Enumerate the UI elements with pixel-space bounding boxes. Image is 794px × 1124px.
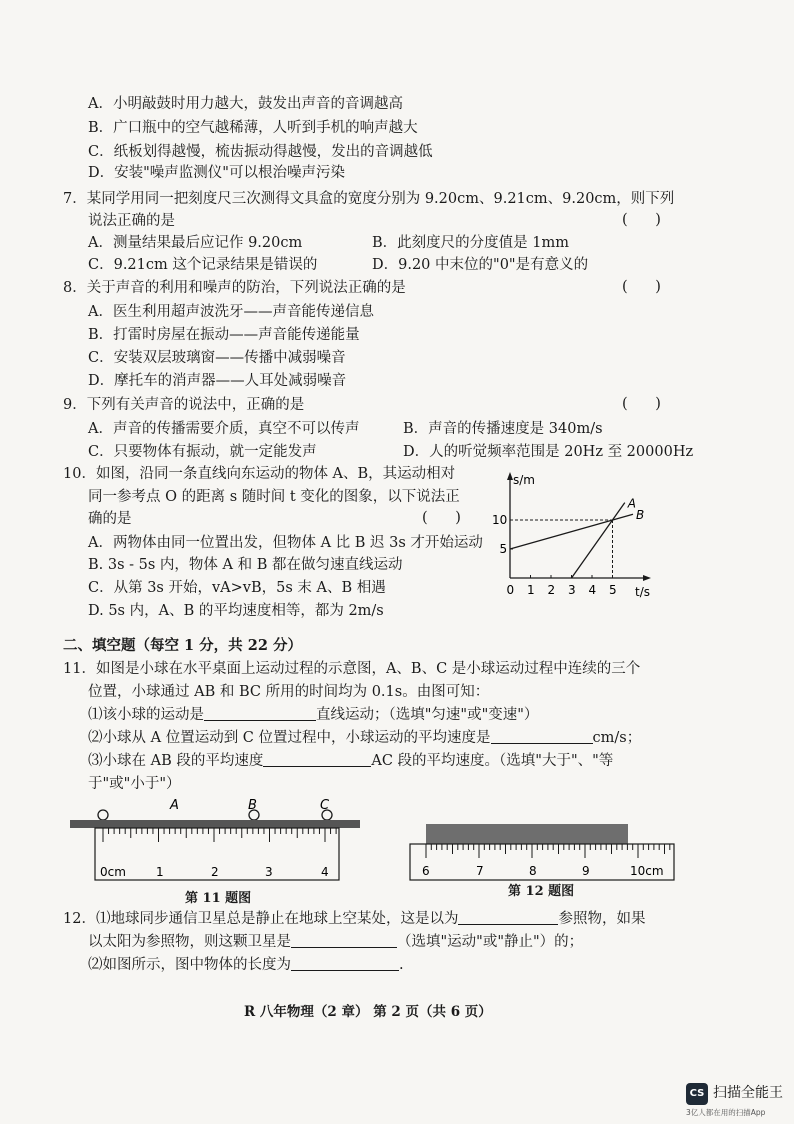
q12-part1-line2-pre: 以太阳为参照物，则这颗卫星是 (88, 934, 291, 950)
q11-blank-1[interactable] (204, 706, 316, 721)
q8-option-b: B．打雷时房屋在振动——声音能传递能量 (88, 327, 360, 343)
q11-part1 (88, 706, 538, 724)
q10-option-a: A．两物体由同一位置出发，但物体 A 比 B 迟 3s 才开始运动 (88, 535, 483, 551)
x-tick-label-5: 5 (609, 583, 617, 597)
q10-stem-line3: 确的是 (88, 511, 132, 527)
ruler-label-2: 2 (211, 865, 219, 879)
x-tick-label-3: 3 (568, 583, 576, 597)
q11-blank-3[interactable] (263, 752, 371, 767)
q9-option-a: A．声音的传播需要介质，真空不可以传声 (88, 421, 360, 437)
ruler-label-3: 3 (265, 865, 273, 879)
q11-part1-pre: ⑴该小球的运动是 (88, 707, 204, 723)
q6-option-c: C．纸板划得越慢，梳齿振动得越慢，发出的音调越低 (88, 144, 433, 160)
page-footer: R 八年物理（2 章） 第 2 页（共 6 页） (244, 1004, 492, 1020)
series-label-b: B (636, 508, 645, 523)
q11-line1: 11．如图是小球在水平桌面上运动过程的示意图，A、B、C 是小球运动过程中连续的三个 (63, 661, 641, 677)
figure-11-caption: 第 11 题图 (185, 891, 252, 906)
q11-part3 (88, 752, 613, 770)
x-axis-arrow (643, 575, 651, 581)
y-tick-label-5: 5 (499, 542, 508, 556)
q6-option-b: B．广口瓶中的空气越稀薄，人听到手机的响声越大 (88, 120, 418, 136)
q7-stem-line1: 7．某同学用同一把刻度尺三次测得文具盒的宽度分别为 9.20cm、9.21cm、9.20cm，则下列 (63, 191, 675, 207)
x-tick-label-4: 4 (588, 583, 597, 597)
series-label-a: A (627, 496, 637, 511)
measured-object (426, 824, 628, 844)
q8-option-a: A．医生利用超声波洗牙——声音能传递信息 (88, 304, 374, 320)
q7-option-d: D．9.20 中末位的"0"是有意义的 (372, 257, 589, 273)
q9-stem: 9．下列有关声音的说法中，正确的是 (63, 397, 305, 413)
q11-part3-pre: ⑶小球在 AB 段的平均速度 (88, 753, 264, 769)
x-tick-label-1: 1 (527, 583, 535, 597)
table-surface (70, 820, 360, 828)
q10-option-b: B. 3s - 5s 内，物体 A 和 B 都在做匀速直线运动 (88, 557, 403, 573)
figure-12-ruler (408, 823, 678, 883)
y-axis-label: s/m (513, 473, 535, 487)
q12-part1-post: 参照物，如果 (558, 911, 646, 927)
q6-option-a: A．小明敲鼓时用力越大，鼓发出声音的音调越高 (88, 96, 403, 112)
q11-part2-pre: ⑵小球从 A 位置运动到 C 位置过程中，小球运动的平均速度是 (88, 730, 491, 746)
q7-stem-line2: 说法正确的是 (88, 213, 175, 229)
x-tick-label-2: 2 (547, 583, 556, 597)
ruler12-label-9: 9 (582, 864, 590, 878)
q8-option-c: C．安装双层玻璃窗——传播中减弱噪音 (88, 350, 346, 366)
q10-option-c: C．从第 3s 开始，vA>vB，5s 末 A、B 相遇 (88, 580, 386, 596)
ball-label-a: A (170, 798, 179, 813)
ball-label-c: C (320, 798, 330, 813)
camscanner-name: 扫描全能王 (713, 1085, 783, 1101)
q9-option-d: D．人的听觉频率范围是 20Hz 至 20000Hz (403, 444, 694, 460)
q8-option-d: D．摩托车的消声器——人耳处减弱噪音 (88, 373, 347, 389)
q10-answer-bracket: ( ) (422, 510, 461, 526)
q12-part2 (88, 956, 404, 974)
q11-line2: 位置，小球通过 AB 和 BC 所用的时间均为 0.1s。由图可知： (88, 684, 490, 700)
q12-part1 (63, 910, 645, 928)
q11-part2-post: cm/s； (592, 730, 642, 746)
camscanner-logo: CS (686, 1083, 708, 1105)
ruler12-label-7: 7 (476, 864, 484, 878)
figure-12-caption: 第 12 题图 (508, 884, 575, 899)
q11-part3-post: AC 段的平均速度。（选填"大于"、"等 (371, 753, 614, 769)
q12-part1-line2-post: （选填"运动"或"静止"）的； (397, 934, 584, 950)
q10-st-graph (480, 470, 690, 620)
q12-part1-line2 (88, 933, 583, 951)
q12-part2-post: . (399, 957, 404, 973)
q11-blank-2[interactable] (491, 729, 593, 744)
ruler12-label-10cm: 10cm (630, 864, 664, 878)
camscanner-slogan: 3亿人都在用的扫描App (686, 1108, 766, 1117)
q7-option-a: A．测量结果最后应记作 9.20cm (88, 235, 303, 251)
q11-part3-line2: 于"或"小于"） (88, 776, 181, 792)
q8-answer-bracket: ( ) (622, 279, 661, 295)
ruler-label-4: 4 (321, 865, 329, 879)
q10-stem-line2: 同一参考点 O 的距离 s 随时间 t 变化的图象，以下说法正 (88, 489, 460, 505)
q9-option-c: C．只要物体有振动，就一定能发声 (88, 444, 317, 460)
y-tick-label-10: 10 (492, 513, 508, 527)
series-line-b (510, 514, 633, 549)
section-fill-in-title: 二、填空题（每空 1 分，共 22 分） (63, 637, 302, 654)
ruler12-label-8: 8 (529, 864, 537, 878)
q7-answer-bracket: ( ) (622, 212, 661, 228)
q6-option-d: D．安装"噪声监测仪"可以根治噪声污染 (88, 165, 345, 181)
q9-answer-bracket: ( ) (622, 396, 661, 412)
q7-option-b: B．此刻度尺的分度值是 1mm (372, 235, 569, 251)
q12-blank-1[interactable] (458, 910, 558, 925)
q11-part2 (88, 729, 641, 747)
ball-label-b: B (248, 798, 257, 813)
series-line-a (572, 503, 625, 578)
x-axis-label: t/s (635, 585, 650, 599)
ruler12-label-6: 6 (422, 864, 430, 878)
q12-part1-pre: 12．⑴地球同步通信卫星总是静止在地球上空某处，这是以为 (63, 911, 459, 927)
q7-option-c: C．9.21cm 这个记录结果是错误的 (88, 257, 318, 273)
q11-part1-post: 直线运动；（选填"匀速"或"变速"） (316, 707, 539, 723)
x-tick-label-0: 0 (506, 583, 515, 597)
ball-a (98, 810, 108, 820)
q9-option-b: B．声音的传播速度是 340m/s (403, 421, 603, 437)
q8-stem: 8．关于声音的利用和噪声的防治，下列说法正确的是 (63, 280, 406, 296)
q12-blank-2[interactable] (291, 933, 397, 948)
q10-stem-line1: 10．如图，沿同一条直线向东运动的物体 A、B，其运动相对 (63, 466, 456, 482)
q10-option-d: D. 5s 内，A、B 的平均速度相等，都为 2m/s (88, 603, 384, 619)
ruler-label-0cm: 0cm (100, 865, 126, 879)
q12-part2-pre: ⑵如图所示，图中物体的长度为 (88, 957, 291, 973)
ruler-label-1: 1 (156, 865, 164, 879)
q12-blank-3[interactable] (291, 956, 399, 971)
